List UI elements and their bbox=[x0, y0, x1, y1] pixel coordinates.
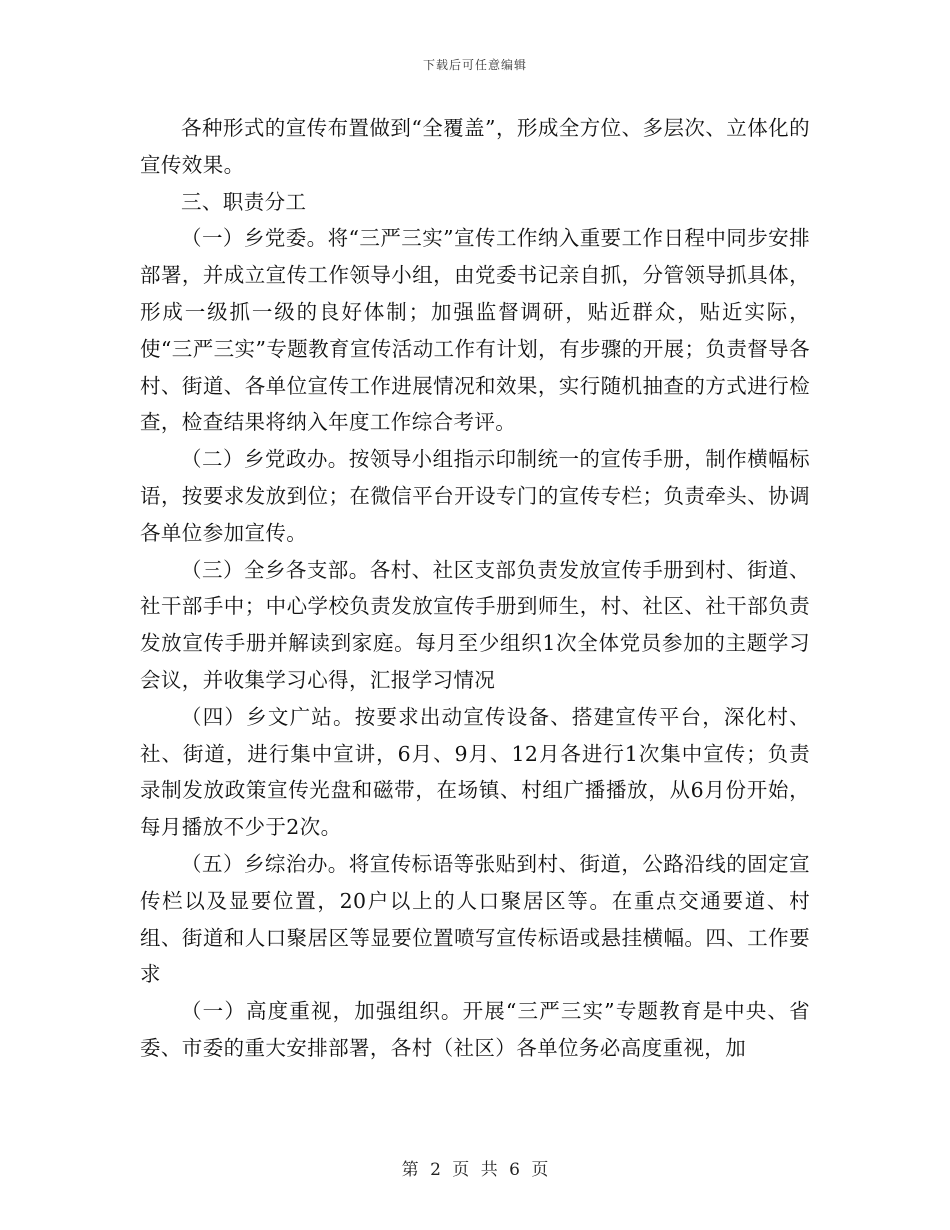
paragraph-comprehensive-office: （五）乡综治办。将宣传标语等张贴到村、街道，公路沿线的固定宣传栏以及显要位置，20户以上的人口聚居区等。在重点交通要道、村组、街道和人口聚居区等显要位置喷写宣传标语或悬挂横幅。四、工作要求 bbox=[140, 851, 810, 987]
paragraph-party-office: （二）乡党政办。按领导小组指示印制统一的宣传手册，制作横幅标语，按要求发放到位；在微信平台开设专门的宣传专栏；负责牵头、协调各单位参加宣传。 bbox=[140, 447, 810, 545]
document-body bbox=[140, 110, 810, 1067]
paragraph-propaganda-coverage: 各种形式的宣传布置做到“全覆盖”，形成全方位、多层次、立体化的宣传效果。 bbox=[140, 116, 810, 177]
section-heading-duties: 三、职责分工 bbox=[181, 189, 307, 214]
page-header-note: 下载后可任意编辑 bbox=[422, 58, 527, 72]
paragraph-branches: （三）全乡各支部。各村、社区支部负责发放宣传手册到村、街道、社干部手中；中心学校负责发放宣传手册到师生，村、社区、社干部负责发放宣传手册并解读到家庭。每月至少组织1次全体党员参加的主题学习会议，并收集学习心得，汇报学习情况 bbox=[140, 557, 810, 692]
page-number-footer: 第 2 页 共 6 页 bbox=[401, 1160, 549, 1180]
paragraph-culture-station: （四）乡文广站。按要求出动宣传设备、搭建宣传平台，深化村、社、街道，进行集中宣讲，6月、9月、12月各进行1次集中宣传；负责录制发放政策宣传光盘和磁带，在场镇、村组广播播放，从6月份开始，每月播放不少于2次。 bbox=[140, 704, 810, 840]
paragraph-high-attention: （一）高度重视，加强组织。开展“三严三实”专题教育是中央、省委、市委的重大安排部署，各村（社区）各单位务必高度重视，加 bbox=[140, 999, 810, 1060]
paragraph-party-committee: （一）乡党委。将“三严三实”宣传工作纳入重要工作日程中同步安排部署，并成立宣传工作领导小组，由党委书记亲自抓，分管领导抓具体，形成一级抓一级的良好体制；加强监督调研，贴近群众，贴近实际，使“三严三实”专题教育宣传活动工作有计划，有步骤的开展；负责督导各村、街道、各单位宣传工作进展情况和效果，实行随机抽查的方式进行检查，检查结果将纳入年度工作综合考评。 bbox=[140, 226, 810, 435]
